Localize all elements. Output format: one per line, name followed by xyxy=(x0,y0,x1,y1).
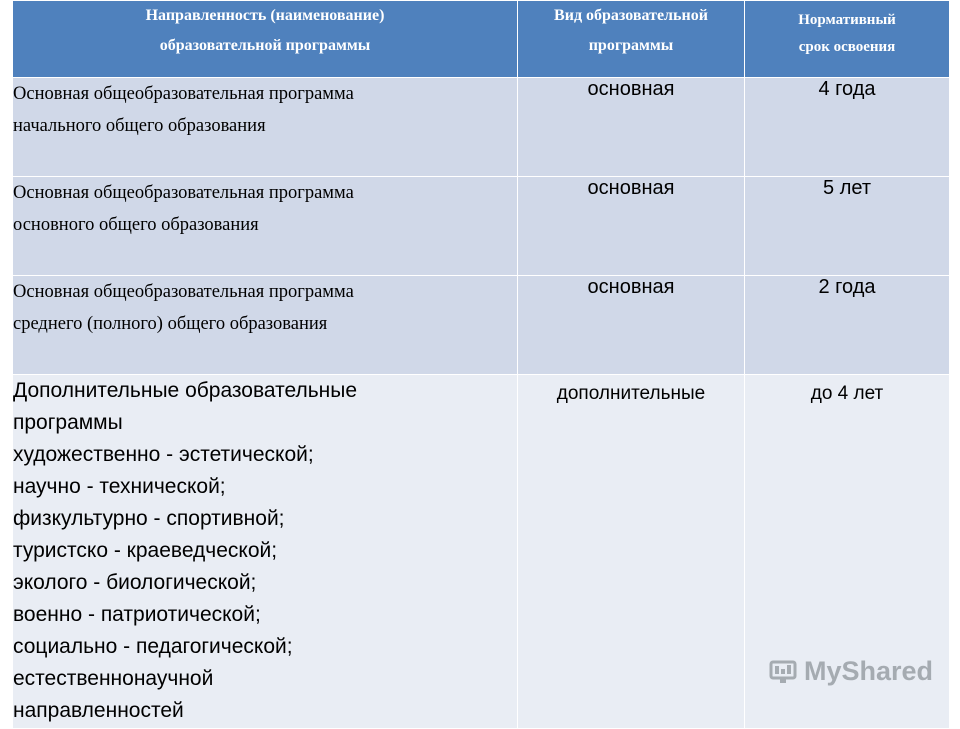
program-term-cell: 5 лет xyxy=(745,177,950,276)
program-kind-cell: основная xyxy=(518,177,745,276)
program-kind-cell: основная xyxy=(518,276,745,375)
additional-programs-cell xyxy=(13,375,518,729)
additional-program-line: Дополнительные образовательные xyxy=(13,379,358,402)
program-name-line: Основная общеобразовательная программа xyxy=(13,84,354,104)
table-row xyxy=(13,276,950,375)
program-name-cell xyxy=(13,177,518,276)
program-name-line: начального общего образования xyxy=(13,116,266,136)
myshared-watermark xyxy=(768,656,933,687)
additional-program-line: естественнонаучной xyxy=(13,667,214,690)
additional-program-line: военно - патриотической; xyxy=(13,603,261,626)
additional-kind-cell: дополнительные xyxy=(518,375,745,729)
program-name-cell xyxy=(13,78,518,177)
program-name-cell xyxy=(13,276,518,375)
myshared-logo-icon xyxy=(768,657,798,687)
program-name-line: среднего (полного) общего образования xyxy=(13,314,328,334)
additional-program-line: туристско - краеведческой; xyxy=(13,539,278,562)
additional-program-line: программы xyxy=(13,411,123,434)
program-name-line: Основная общеобразовательная программа xyxy=(13,183,354,203)
additional-program-line: эколого - биологической; xyxy=(13,571,257,594)
additional-program-line: социально - педагогической; xyxy=(13,635,293,658)
additional-program-line: направленностей xyxy=(13,699,184,722)
additional-program-line: художественно - эстетической; xyxy=(13,443,314,466)
program-term-cell: 2 года xyxy=(745,276,950,375)
program-name-line: Основная общеобразовательная программа xyxy=(13,282,354,302)
additional-program-line: физкультурно - спортивной; xyxy=(13,507,285,530)
table-row xyxy=(13,78,950,177)
header-program-name: Направленность (наименование) образовательной программы xyxy=(13,1,518,78)
table-row xyxy=(13,177,950,276)
program-term-cell: 4 года xyxy=(745,78,950,177)
program-name-line: основного общего образования xyxy=(13,215,259,235)
watermark-text: MyShared xyxy=(804,656,934,686)
additional-program-line: научно - технической; xyxy=(13,475,226,498)
additional-term-cell: до 4 лет xyxy=(745,375,950,729)
header-program-term: Нормативный срок освоения xyxy=(745,1,950,78)
programs-table xyxy=(12,0,950,729)
header-row xyxy=(13,1,950,78)
header-program-kind: Вид образовательной программы xyxy=(518,1,745,78)
program-kind-cell: основная xyxy=(518,78,745,177)
